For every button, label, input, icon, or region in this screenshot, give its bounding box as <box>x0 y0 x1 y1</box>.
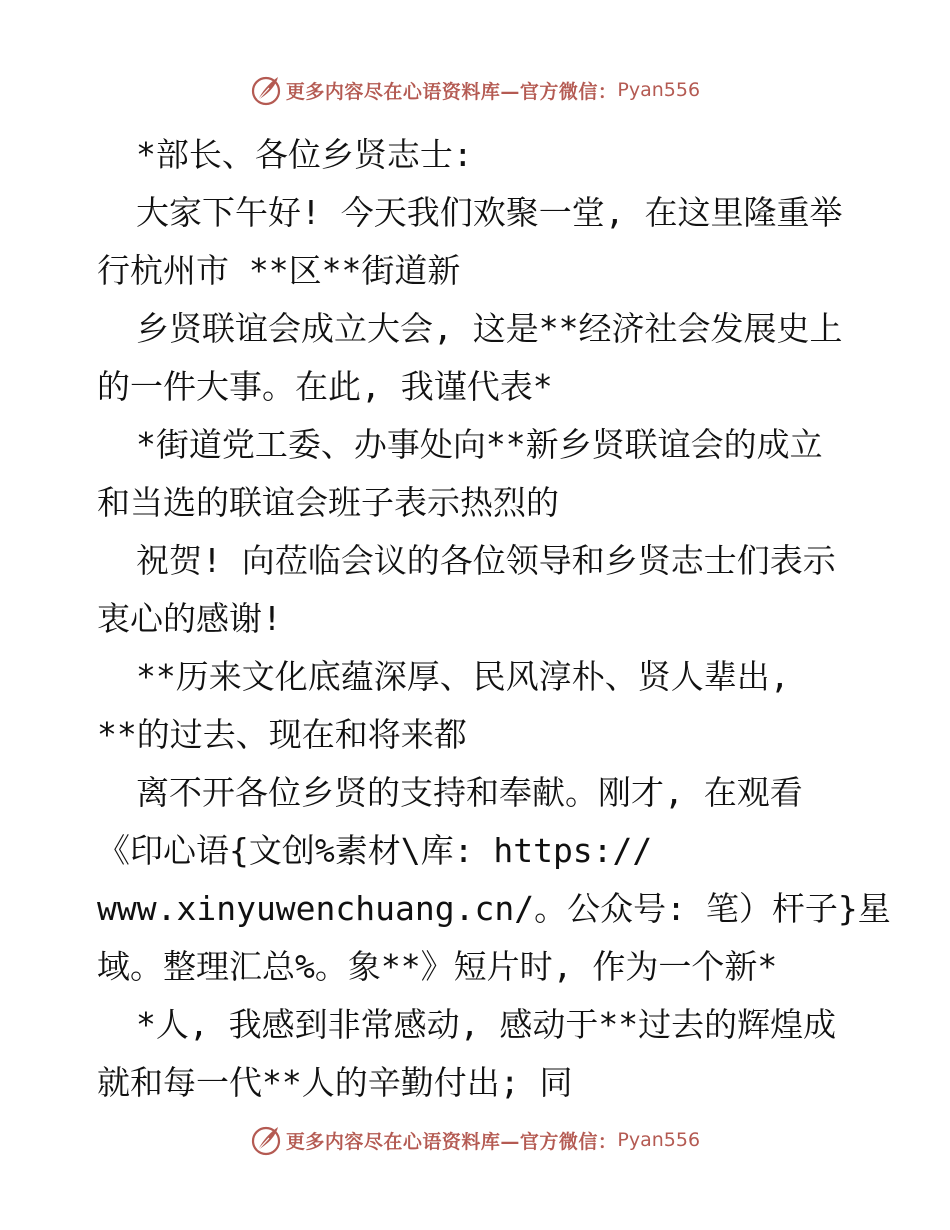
footer-text: 更多内容尽在心语资料库—官方微信： <box>285 1130 618 1153</box>
header-wechat-id: Pyan556 <box>617 79 701 101</box>
paragraph-line: **历来文化底蕴深厚、民风淳朴、贤人辈出, <box>136 657 790 696</box>
feather-pen-logo-icon <box>250 1124 282 1156</box>
paragraph-line: 就和每一代**人的辛勤付出; 同 <box>97 1063 573 1102</box>
paragraph-line: 和当选的联谊会班子表示热烈的 <box>97 483 559 522</box>
document-body <box>97 126 891 1112</box>
paragraph-line: 域。整理汇总%。象**》短片时, 作为一个新* <box>97 947 778 986</box>
paragraph-line: 《印心语{文创%素材\库: https:// <box>97 831 653 870</box>
paragraph-line: www.xinyuwenchuang.cn/。公众号: 笔）杆子}星 <box>97 889 891 928</box>
paragraph-line: 衷心的感谢! <box>97 599 282 638</box>
paragraph-line: 祝贺! 向莅临会议的各位领导和乡贤志士们表示 <box>136 541 836 580</box>
footer-banner <box>0 1122 950 1158</box>
paragraph-line: 的一件大事。在此, 我谨代表* <box>97 367 553 406</box>
paragraph-line: 乡贤联谊会成立大会, 这是**经济社会发展史上 <box>136 309 843 348</box>
paragraph-line: 离不开各位乡贤的支持和奉献。刚才, 在观看 <box>136 773 803 812</box>
paragraph-line: *街道党工委、办事处向**新乡贤联谊会的成立 <box>136 425 823 464</box>
paragraph-line: 大家下午好! 今天我们欢聚一堂, 在这里隆重举 <box>136 193 843 232</box>
paragraph-line: 行杭州市 **区**街道新 <box>97 251 461 290</box>
header-banner <box>0 72 950 108</box>
paragraph-line: *部长、各位乡贤志士: <box>136 135 473 174</box>
footer-wechat-id: Pyan556 <box>617 1129 701 1151</box>
paragraph-line: *人, 我感到非常感动, 感动于**过去的辉煌成 <box>136 1005 837 1044</box>
paragraph-line: **的过去、现在和将来都 <box>97 715 467 754</box>
feather-pen-logo-icon <box>250 74 282 106</box>
header-text: 更多内容尽在心语资料库—官方微信： <box>285 80 618 103</box>
